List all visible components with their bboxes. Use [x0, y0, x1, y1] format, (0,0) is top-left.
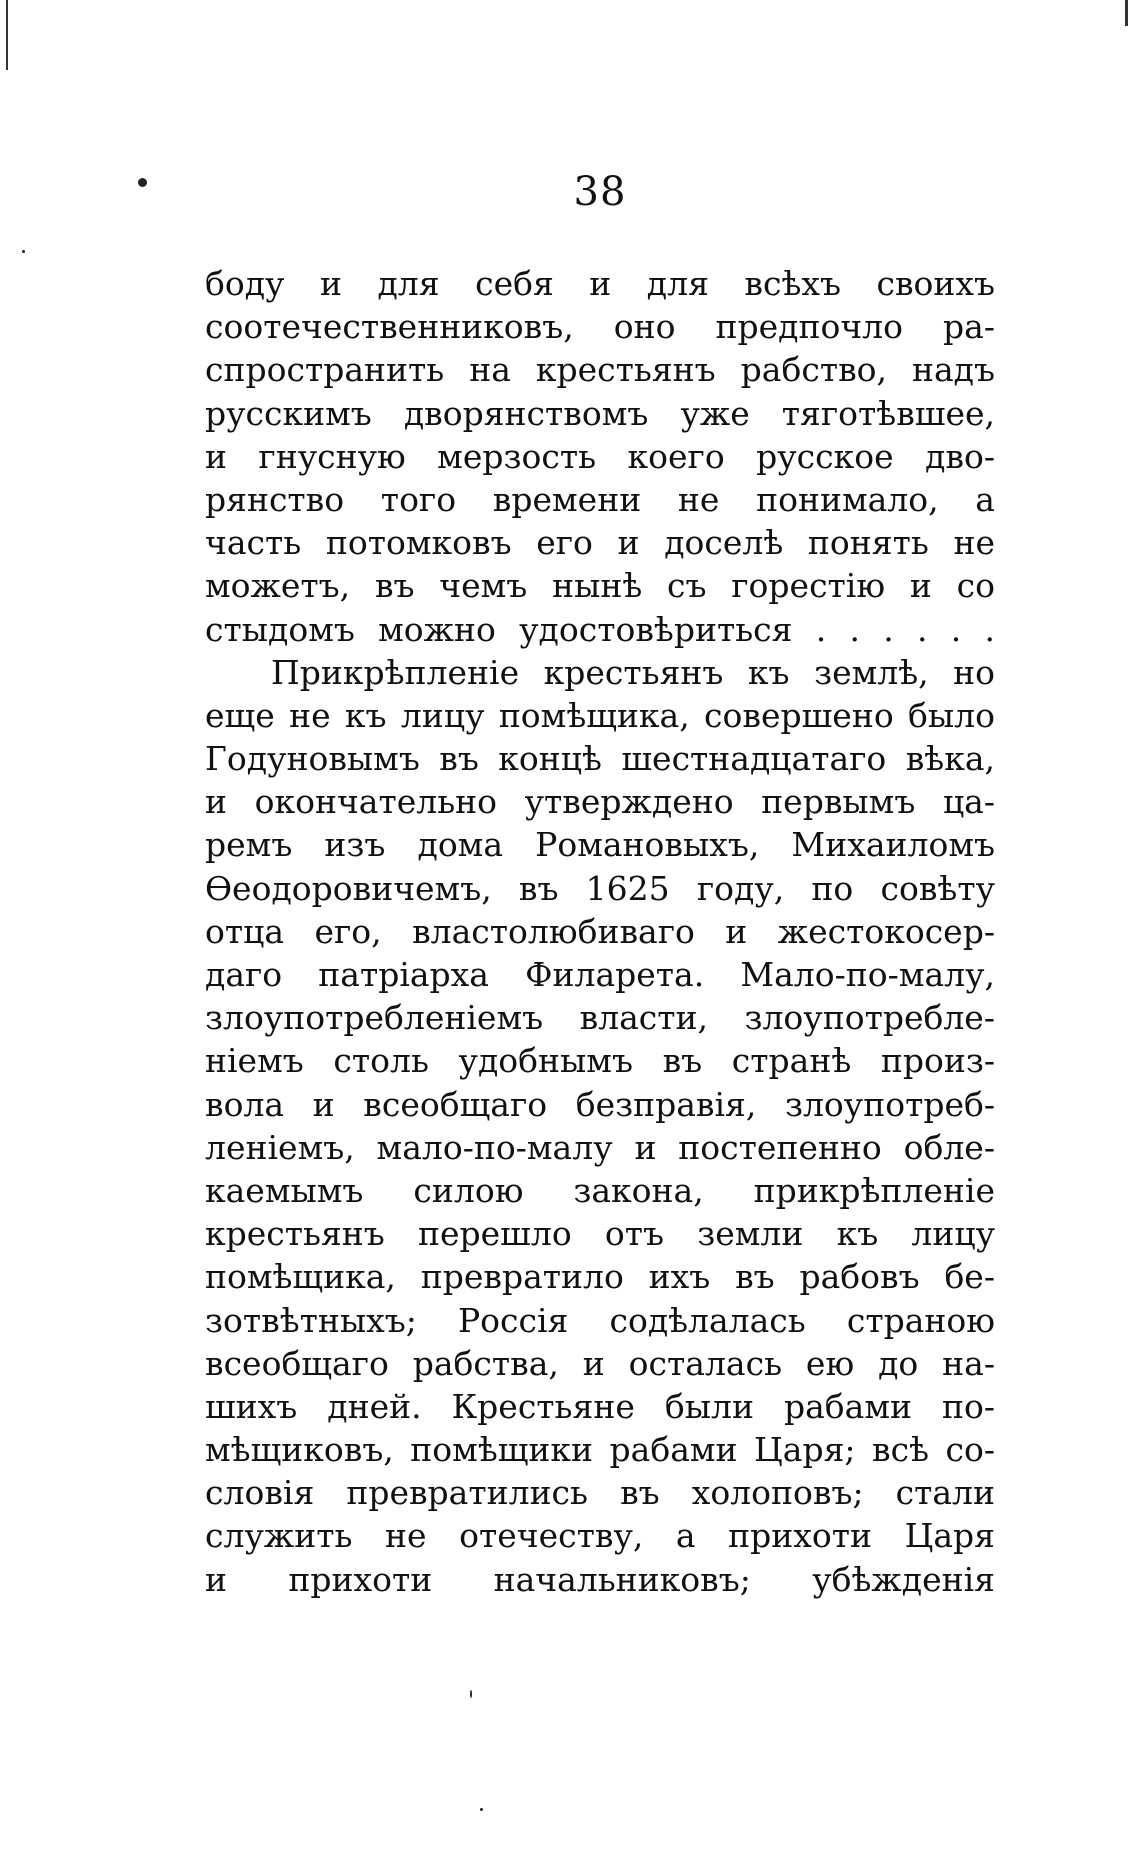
text-line-content: стыдомъ можно удостовѣриться . . . . . .: [205, 609, 995, 649]
text-line: [205, 564, 995, 607]
text-line: [205, 1558, 995, 1601]
text-line-content: помѣщика, превратило ихъ въ рабовъ бе-: [205, 1257, 995, 1297]
text-line-content: ніемъ столь удобнымъ въ странѣ произ-: [205, 1041, 995, 1081]
page-number: 38: [573, 169, 627, 215]
scan-edge-mark: [1125, 0, 1128, 26]
text-line-content: Прикрѣпленіе крестьянъ къ землѣ, но: [271, 652, 995, 692]
text-line-content: боду и для себя и для всѣхъ своихъ: [205, 264, 995, 303]
body-text: [205, 262, 995, 1601]
text-line-content: и прихоти начальниковъ; убѣжденія: [205, 1559, 995, 1599]
text-line-content: шихъ дней. Крестьяне были рабами по-: [205, 1386, 995, 1426]
text-line: [205, 478, 995, 521]
text-line: [205, 1299, 995, 1342]
text-line: [205, 996, 995, 1039]
text-line: [205, 1514, 995, 1557]
scan-speck: [470, 1690, 472, 1698]
text-line: [205, 651, 995, 694]
text-line-content: ремъ изъ дома Романовыхъ, Михаиломъ: [205, 825, 995, 865]
text-line: [205, 1083, 995, 1126]
text-line: [205, 608, 995, 651]
text-line-content: еще не къ лицу помѣщика, совершено было: [205, 695, 995, 735]
text-line: [205, 823, 995, 866]
text-line-content: соотечественниковъ, оно предпочло ра-: [205, 307, 995, 347]
text-line: [205, 262, 995, 305]
text-line: [205, 1212, 995, 1255]
text-line: [205, 392, 995, 435]
text-line-content: русскимъ дворянствомъ уже тяготѣвшее,: [205, 393, 995, 433]
text-line: [205, 737, 995, 780]
scan-speck: [480, 1808, 483, 1811]
scan-speck: [22, 250, 25, 253]
text-line-content: и гнусную мерзость коего русское дво-: [205, 436, 995, 476]
text-line: [205, 1385, 995, 1428]
text-line: [205, 435, 995, 478]
text-line-content: и окончательно утверждено первымъ ца-: [205, 782, 995, 822]
text-line-content: злоупотребленіемъ власти, злоупотребле-: [205, 998, 995, 1038]
text-line-content: леніемъ, мало-по-малу и постепенно обле-: [205, 1127, 995, 1167]
text-line: [205, 1039, 995, 1082]
text-line: [205, 1428, 995, 1471]
text-line: [205, 910, 995, 953]
text-line: [205, 694, 995, 737]
text-line-content: вола и всеобщаго безправія, злоупотреб-: [205, 1084, 995, 1124]
text-line-content: мѣщиковъ, помѣщики рабами Царя; всѣ со-: [205, 1430, 995, 1470]
scan-edge-mark: [6, 0, 8, 70]
text-line-content: каемымъ силою закона, прикрѣпленіе: [205, 1170, 995, 1210]
text-line-content: часть потомковъ его и доселѣ понять не: [205, 523, 995, 563]
text-line: [205, 953, 995, 996]
text-line: [205, 1169, 995, 1212]
text-line-content: словія превратились въ холоповъ; стали: [205, 1473, 995, 1513]
text-line-content: отца его, властолюбиваго и жестокосер-: [205, 911, 995, 951]
text-line-content: крестьянъ перешло отъ земли къ лицу: [205, 1214, 995, 1254]
text-line-content: можетъ, въ чемъ нынѣ съ горестію и со: [205, 566, 995, 606]
text-line-content: Годуновымъ въ концѣ шестнадцатаго вѣка,: [205, 739, 995, 779]
text-line: [205, 780, 995, 823]
text-line: [205, 1255, 995, 1298]
text-line-content: Ѳеодоровичемъ, въ 1625 году, по совѣту: [205, 868, 995, 908]
text-line-content: всеобщаго рабства, и осталась ею до на-: [205, 1343, 995, 1383]
text-line-content: спространить на крестьянъ рабство, надъ: [205, 350, 995, 390]
scan-speck: [138, 178, 147, 187]
text-line: [205, 1126, 995, 1169]
text-line: [205, 521, 995, 564]
text-line: [205, 1471, 995, 1514]
text-line-content: рянство того времени не понимало, а: [205, 479, 995, 519]
text-line-content: зотвѣтныхъ; Россія содѣлалась страною: [205, 1300, 995, 1340]
text-line-content: служить не отечеству, а прихоти Царя: [205, 1516, 995, 1556]
text-line: [205, 305, 995, 348]
text-line-content: даго патріарха Филарета. Мало-по-малу,: [205, 955, 995, 994]
text-line: [205, 1342, 995, 1385]
text-line: [205, 867, 995, 910]
text-line: [205, 348, 995, 391]
